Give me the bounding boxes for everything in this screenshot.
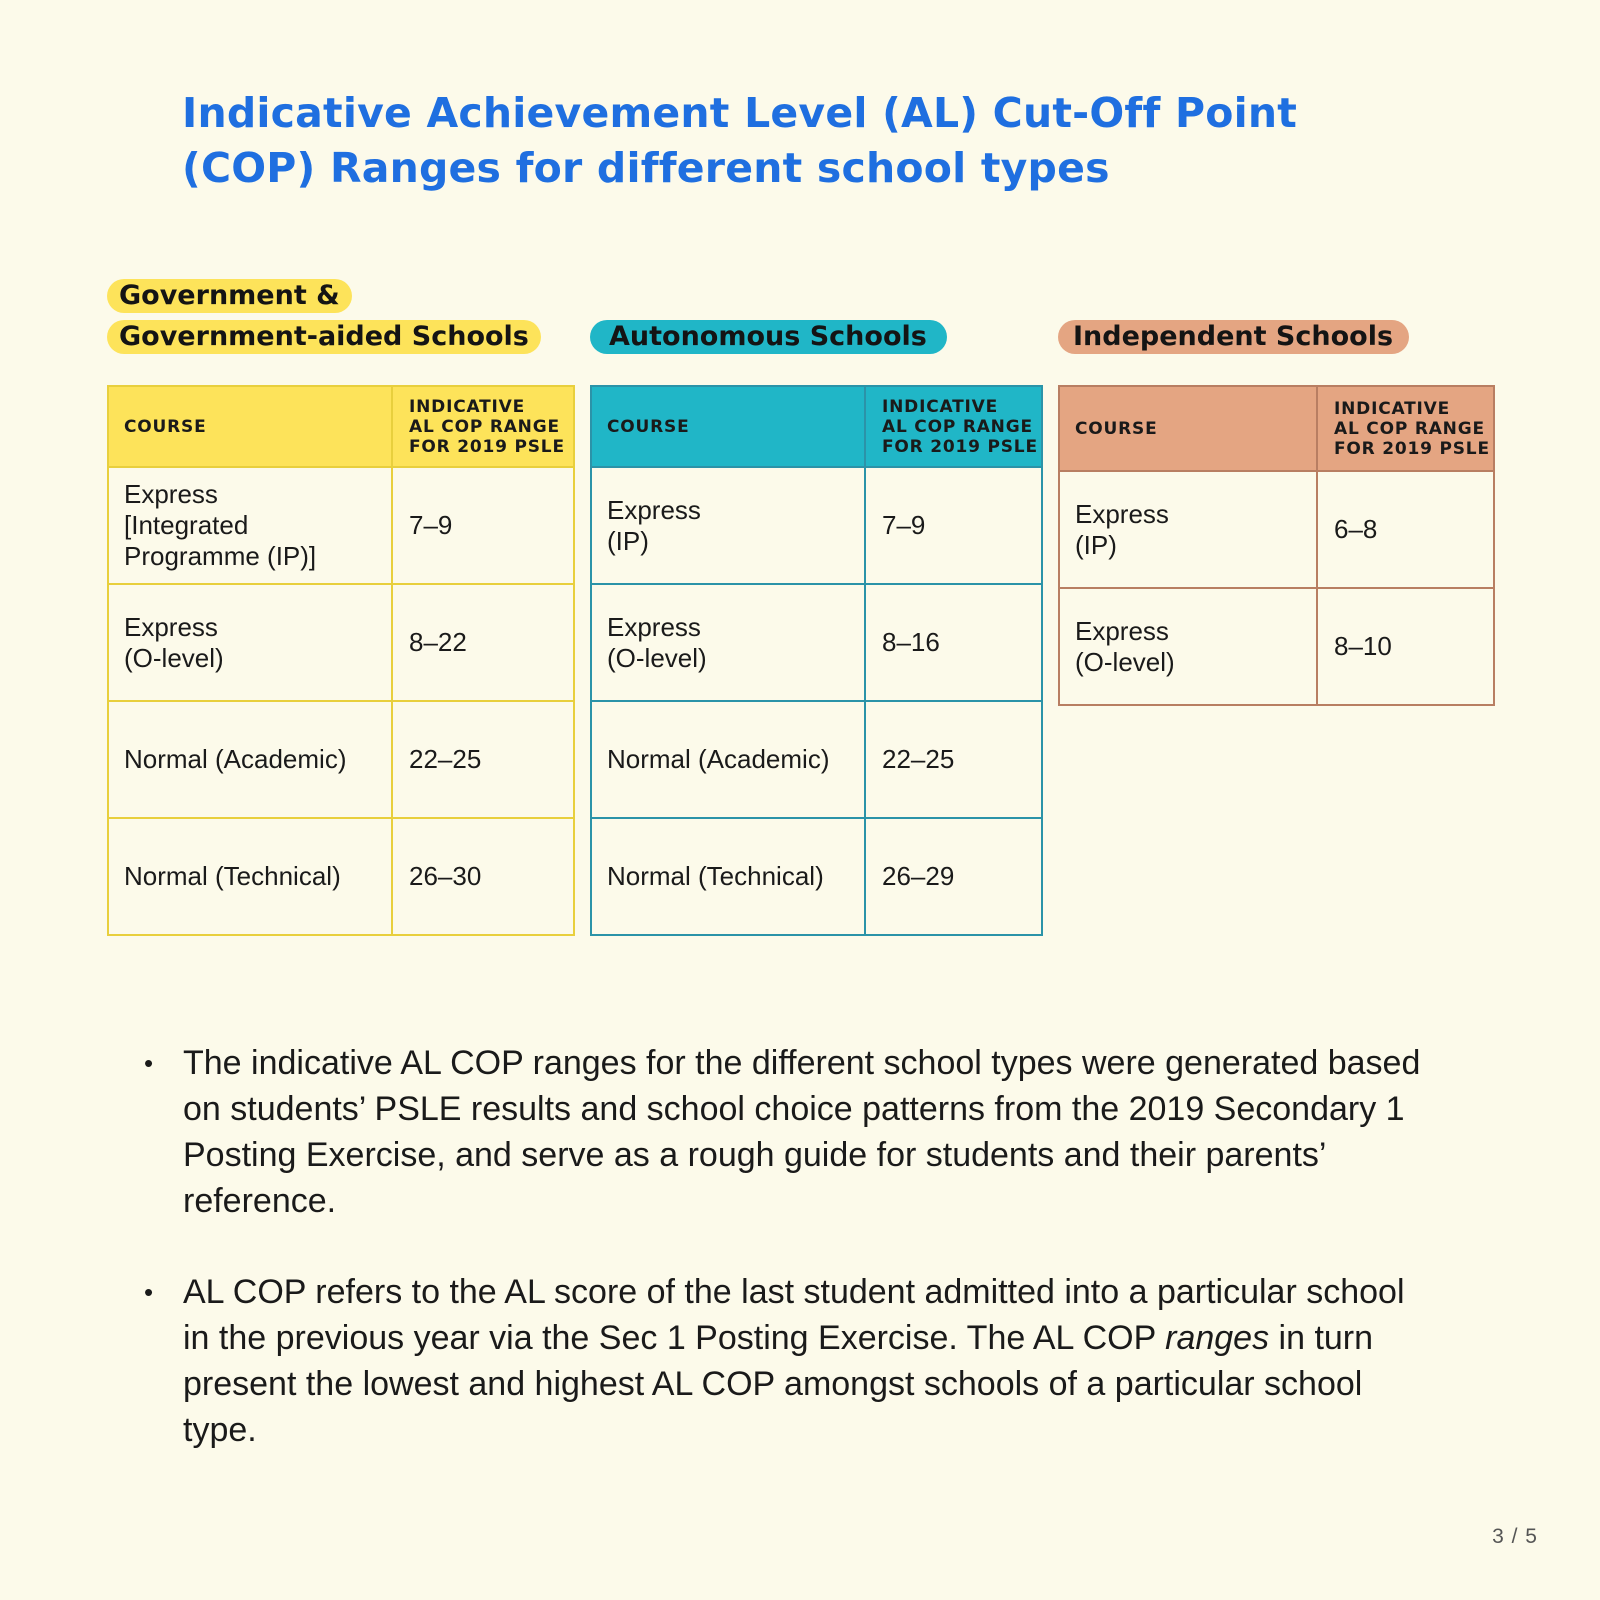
table-header-row bbox=[108, 386, 574, 467]
course-column-header: COURSE bbox=[108, 386, 392, 467]
course-text: Express (O-level) bbox=[607, 611, 707, 673]
range-column-header bbox=[392, 386, 574, 467]
course-text: Express (IP) bbox=[607, 494, 701, 556]
note-item bbox=[140, 1040, 1440, 1224]
course-text: Normal (Technical) bbox=[607, 861, 824, 891]
page-title bbox=[182, 86, 1382, 196]
range-column-header bbox=[865, 386, 1042, 467]
independent-schools-label: Independent Schools bbox=[1058, 320, 1409, 354]
note-text: The indicative AL COP ranges for the different school types were generated based on students’ PSLE results and school choice patterns from the 2019 Secondary 1 Posting Exercise, and serve as a rough guide for students and their parents’ reference. bbox=[183, 1044, 1421, 1220]
table-row bbox=[108, 467, 574, 584]
government-schools-table bbox=[107, 385, 575, 936]
table-row bbox=[591, 701, 1042, 818]
range-cell: 22–25 bbox=[865, 701, 1042, 818]
bullet-icon: • bbox=[144, 1277, 154, 1307]
range-column-header-text: INDICATIVE AL COP RANGE FOR 2019 PSLE bbox=[882, 396, 1038, 457]
autonomous-schools-table bbox=[590, 385, 1043, 936]
course-text: Normal (Academic) bbox=[124, 744, 347, 774]
course-cell bbox=[1059, 588, 1317, 705]
note-emphasis: ranges bbox=[1165, 1319, 1270, 1357]
notes-list bbox=[140, 1040, 1440, 1498]
range-cell: 26–30 bbox=[392, 818, 574, 935]
page-title-line-2: (COP) Ranges for different school types bbox=[182, 144, 1110, 192]
table-row bbox=[591, 584, 1042, 701]
government-schools-label-line-1: Government & bbox=[107, 279, 352, 313]
note-text-part-1: AL COP refers to the AL score of the last student admitted into a particular school in the previous year via the Sec 1 Posting Exercise. The AL COP bbox=[183, 1273, 1405, 1357]
independent-schools-table bbox=[1058, 385, 1495, 706]
table-row bbox=[108, 701, 574, 818]
note-text-part-2: in turn present the lowest and highest AL COP amongst schools of a particular school type. bbox=[183, 1319, 1374, 1449]
course-text: Normal (Technical) bbox=[124, 861, 341, 891]
course-column-header: COURSE bbox=[1059, 386, 1317, 471]
table-row bbox=[108, 584, 574, 701]
range-cell: 8–16 bbox=[865, 584, 1042, 701]
course-cell bbox=[591, 818, 865, 935]
range-cell: 8–22 bbox=[392, 584, 574, 701]
range-cell: 7–9 bbox=[865, 467, 1042, 584]
range-column-header bbox=[1317, 386, 1494, 471]
course-cell bbox=[108, 818, 392, 935]
course-text: Express (O-level) bbox=[1075, 615, 1175, 677]
course-text: Normal (Academic) bbox=[607, 744, 830, 774]
table-header-row bbox=[1059, 386, 1494, 471]
autonomous-schools-label: Autonomous Schools bbox=[590, 320, 947, 354]
range-cell: 8–10 bbox=[1317, 588, 1494, 705]
course-cell bbox=[591, 467, 865, 584]
course-text: Express (IP) bbox=[1075, 498, 1169, 560]
table-row bbox=[591, 467, 1042, 584]
table-row bbox=[108, 818, 574, 935]
range-cell: 7–9 bbox=[392, 467, 574, 584]
course-cell bbox=[591, 701, 865, 818]
page-title-line-1: Indicative Achievement Level (AL) Cut-Off Point bbox=[182, 89, 1298, 137]
table-row bbox=[591, 818, 1042, 935]
course-cell bbox=[108, 467, 392, 584]
table-row bbox=[1059, 588, 1494, 705]
course-cell bbox=[108, 701, 392, 818]
course-cell bbox=[591, 584, 865, 701]
course-column-header: COURSE bbox=[591, 386, 865, 467]
table-header-row bbox=[591, 386, 1042, 467]
bullet-icon: • bbox=[144, 1048, 154, 1078]
course-text: Express [Integrated Programme (IP)] bbox=[124, 479, 317, 571]
range-column-header-text: INDICATIVE AL COP RANGE FOR 2019 PSLE bbox=[409, 396, 565, 457]
course-text: Express (O-level) bbox=[124, 611, 224, 673]
course-cell bbox=[108, 584, 392, 701]
government-schools-label-line-2: Government-aided Schools bbox=[107, 320, 541, 354]
course-cell bbox=[1059, 471, 1317, 588]
table-row bbox=[1059, 471, 1494, 588]
note-item bbox=[140, 1269, 1440, 1453]
range-cell: 26–29 bbox=[865, 818, 1042, 935]
range-cell: 6–8 bbox=[1317, 471, 1494, 588]
range-cell: 22–25 bbox=[392, 701, 574, 818]
range-column-header-text: INDICATIVE AL COP RANGE FOR 2019 PSLE bbox=[1334, 398, 1490, 459]
page-indicator: 3 / 5 bbox=[1492, 1525, 1538, 1548]
